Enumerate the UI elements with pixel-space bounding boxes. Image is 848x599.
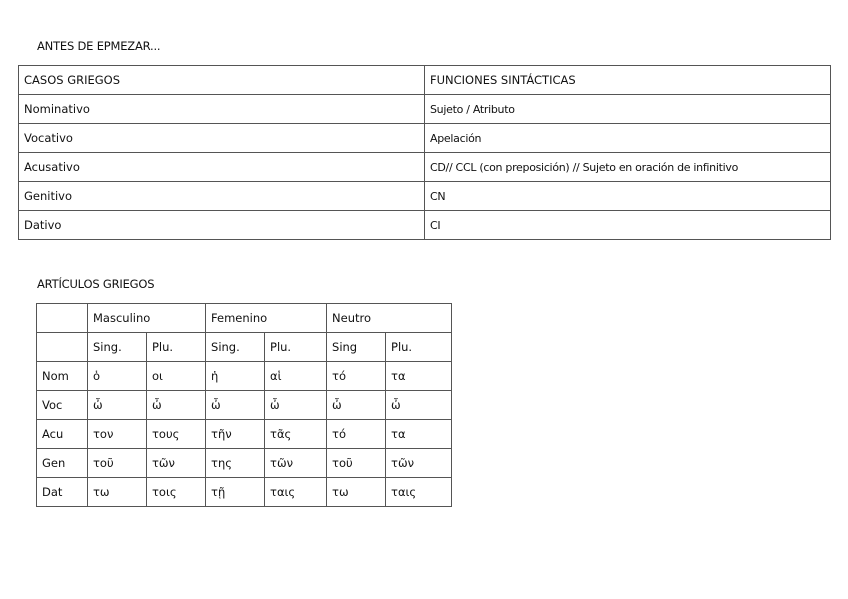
function-cell: CD// CCL (con preposición) // Sujeto en oración de infinitivo xyxy=(425,153,831,182)
case-label: Nom xyxy=(37,362,88,391)
article-form: ὦ xyxy=(88,391,147,420)
case-cell: Dativo xyxy=(19,211,425,240)
number-cell: Sing. xyxy=(88,333,147,362)
number-header-row xyxy=(37,333,452,362)
article-form: τῶν xyxy=(147,449,206,478)
article-form: ὦ xyxy=(327,391,386,420)
case-cell: Vocativo xyxy=(19,124,425,153)
article-form: της xyxy=(206,449,265,478)
article-form: ταις xyxy=(386,478,452,507)
article-form: τοῦ xyxy=(88,449,147,478)
article-form: ὁ xyxy=(88,362,147,391)
table-row xyxy=(19,182,831,211)
article-form: τῶν xyxy=(265,449,327,478)
table-header-row xyxy=(19,66,831,95)
empty-corner-cell xyxy=(37,304,88,333)
article-form: ὦ xyxy=(147,391,206,420)
number-cell: Sing. xyxy=(206,333,265,362)
table-row xyxy=(19,95,831,124)
article-form: τα xyxy=(386,362,452,391)
article-form: οι xyxy=(147,362,206,391)
cases-functions-table xyxy=(18,65,831,240)
header-cell-cases: CASOS GRIEGOS xyxy=(19,66,425,95)
table-row xyxy=(37,391,452,420)
table-row xyxy=(19,211,831,240)
case-label: Acu xyxy=(37,420,88,449)
function-cell: CI xyxy=(425,211,831,240)
article-form: τῆν xyxy=(206,420,265,449)
gender-neuter: Neutro xyxy=(327,304,452,333)
case-label: Gen xyxy=(37,449,88,478)
article-form: τῶν xyxy=(386,449,452,478)
article-form: ὦ xyxy=(206,391,265,420)
table-row xyxy=(19,153,831,182)
gender-feminine: Femenino xyxy=(206,304,327,333)
number-cell: Plu. xyxy=(265,333,327,362)
article-form: τοις xyxy=(147,478,206,507)
article-form: τω xyxy=(88,478,147,507)
case-label: Dat xyxy=(37,478,88,507)
function-cell: Sujeto / Atributo xyxy=(425,95,831,124)
number-cell: Plu. xyxy=(386,333,452,362)
articles-table xyxy=(36,303,452,507)
number-cell: Plu. xyxy=(147,333,206,362)
article-form: τον xyxy=(88,420,147,449)
table-row xyxy=(19,124,831,153)
empty-corner-cell xyxy=(37,333,88,362)
table-row xyxy=(37,478,452,507)
article-form: τό xyxy=(327,362,386,391)
article-form: ὦ xyxy=(265,391,327,420)
article-form: τους xyxy=(147,420,206,449)
article-form: ἡ xyxy=(206,362,265,391)
section-title-articles: ARTÍCULOS GRIEGOS xyxy=(37,277,155,291)
article-form: τα xyxy=(386,420,452,449)
function-cell: CN xyxy=(425,182,831,211)
gender-header-row xyxy=(37,304,452,333)
case-cell: Nominativo xyxy=(19,95,425,124)
section-title-cases: ANTES DE EPMEZAR... xyxy=(37,39,161,53)
case-label: Voc xyxy=(37,391,88,420)
article-form: τω xyxy=(327,478,386,507)
table-row xyxy=(37,362,452,391)
article-form: τᾶς xyxy=(265,420,327,449)
case-cell: Genitivo xyxy=(19,182,425,211)
article-form: αἱ xyxy=(265,362,327,391)
article-form: ὦ xyxy=(386,391,452,420)
article-form: ταις xyxy=(265,478,327,507)
article-form: τοῦ xyxy=(327,449,386,478)
article-form: τό xyxy=(327,420,386,449)
function-cell: Apelación xyxy=(425,124,831,153)
header-cell-functions: FUNCIONES SINTÁCTICAS xyxy=(425,66,831,95)
gender-masculine: Masculino xyxy=(88,304,206,333)
table-row xyxy=(37,420,452,449)
table-row xyxy=(37,449,452,478)
number-cell: Sing xyxy=(327,333,386,362)
case-cell: Acusativo xyxy=(19,153,425,182)
article-form: τῇ xyxy=(206,478,265,507)
